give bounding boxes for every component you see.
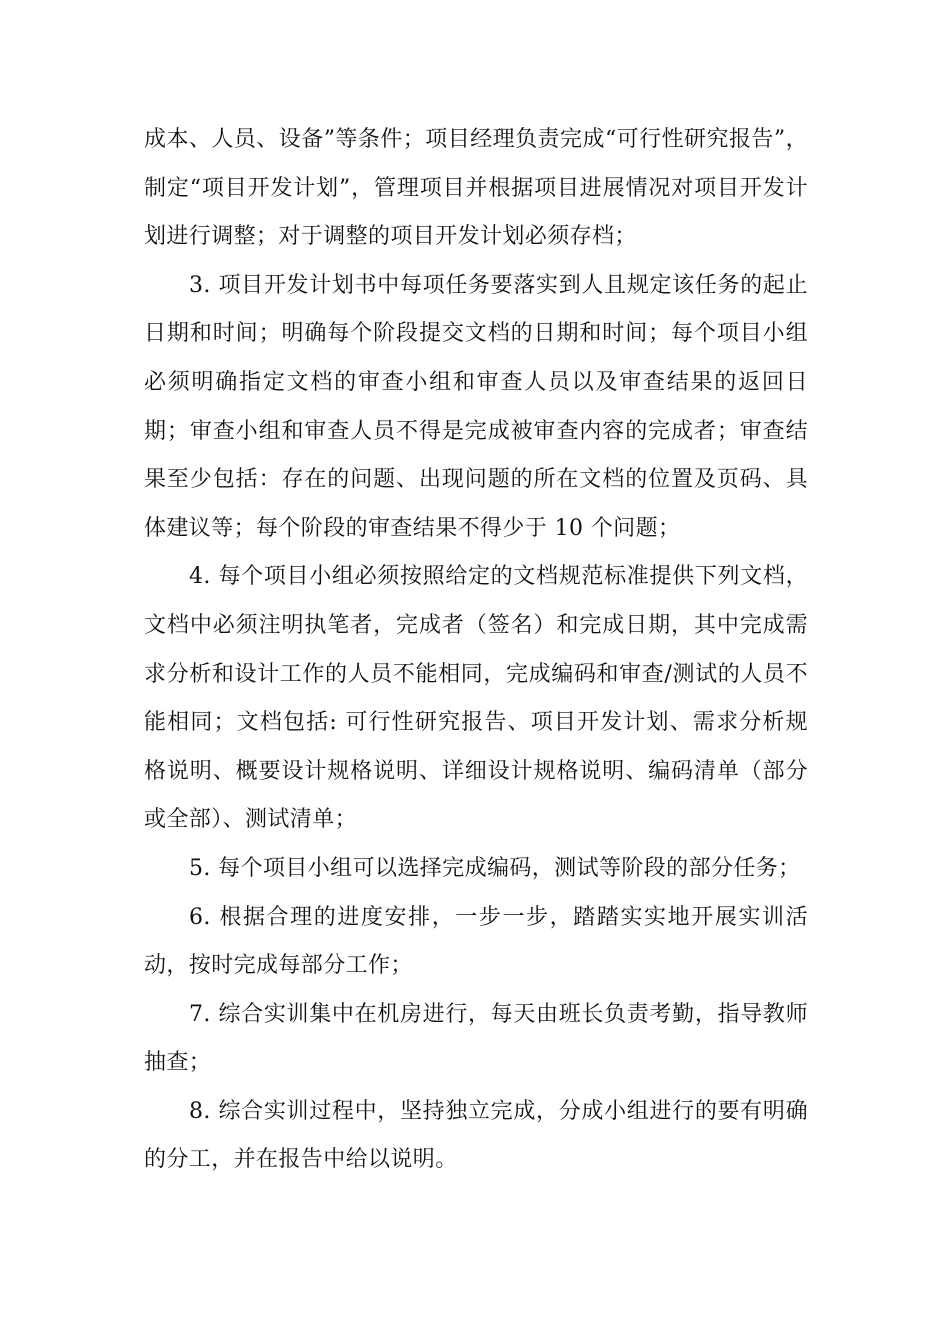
paragraph-item-4: 4. 每个项目小组必须按照给定的文档规范标准提供下列文档，文档中必须注明执笔者，完成者（签名）和完成日期，其中完成需求分析和设计工作的人员不能相同，完成编码和审查/测试的人员不能相同；文档包括: 可行性研究报告、项目开发计划、需求分析规格说明、概要设计规格说明、详细设计规格说明、编码清单（部分或全部）、测试清单； bbox=[144, 564, 808, 833]
paragraph-item-8: 8. 综合实训过程中，坚持独立完成，分成小组进行的要有明确的分工，并在报告中给以说明。 bbox=[144, 1098, 808, 1173]
paragraph-item-6: 6. 根据合理的进度安排，一步一步，踏踏实实地开展实训活动，按时完成每部分工作； bbox=[144, 904, 808, 979]
paragraph-continuation: 成本、人员、设备”等条件；项目经理负责完成“可行性研究报告”，制定“项目开发计划”，管理项目并根据项目进展情况对项目开发计划进行调整；对于调整的项目开发计划必须存档； bbox=[144, 127, 808, 250]
document-body bbox=[144, 116, 808, 1185]
paragraph-item-7: 7. 综合实训集中在机房进行，每天由班长负责考勤，指导教师抽查； bbox=[144, 1001, 808, 1076]
paragraph-item-5: 5. 每个项目小组可以选择完成编码，测试等阶段的部分任务； bbox=[189, 855, 801, 881]
paragraph-item-3: 3. 项目开发计划书中每项任务要落实到人且规定该任务的起止日期和时间；明确每个阶段提交文档的日期和时间；每个项目小组必须明确指定文档的审查小组和审查人员以及审查结果的返回日期；审查小组和审查人员不得是完成被审查内容的完成者；审查结果至少包括：存在的问题、出现问题的所在文档的位置及页码、具体建议等；每个阶段的审查结果不得少于 10 个问题； bbox=[144, 272, 808, 541]
